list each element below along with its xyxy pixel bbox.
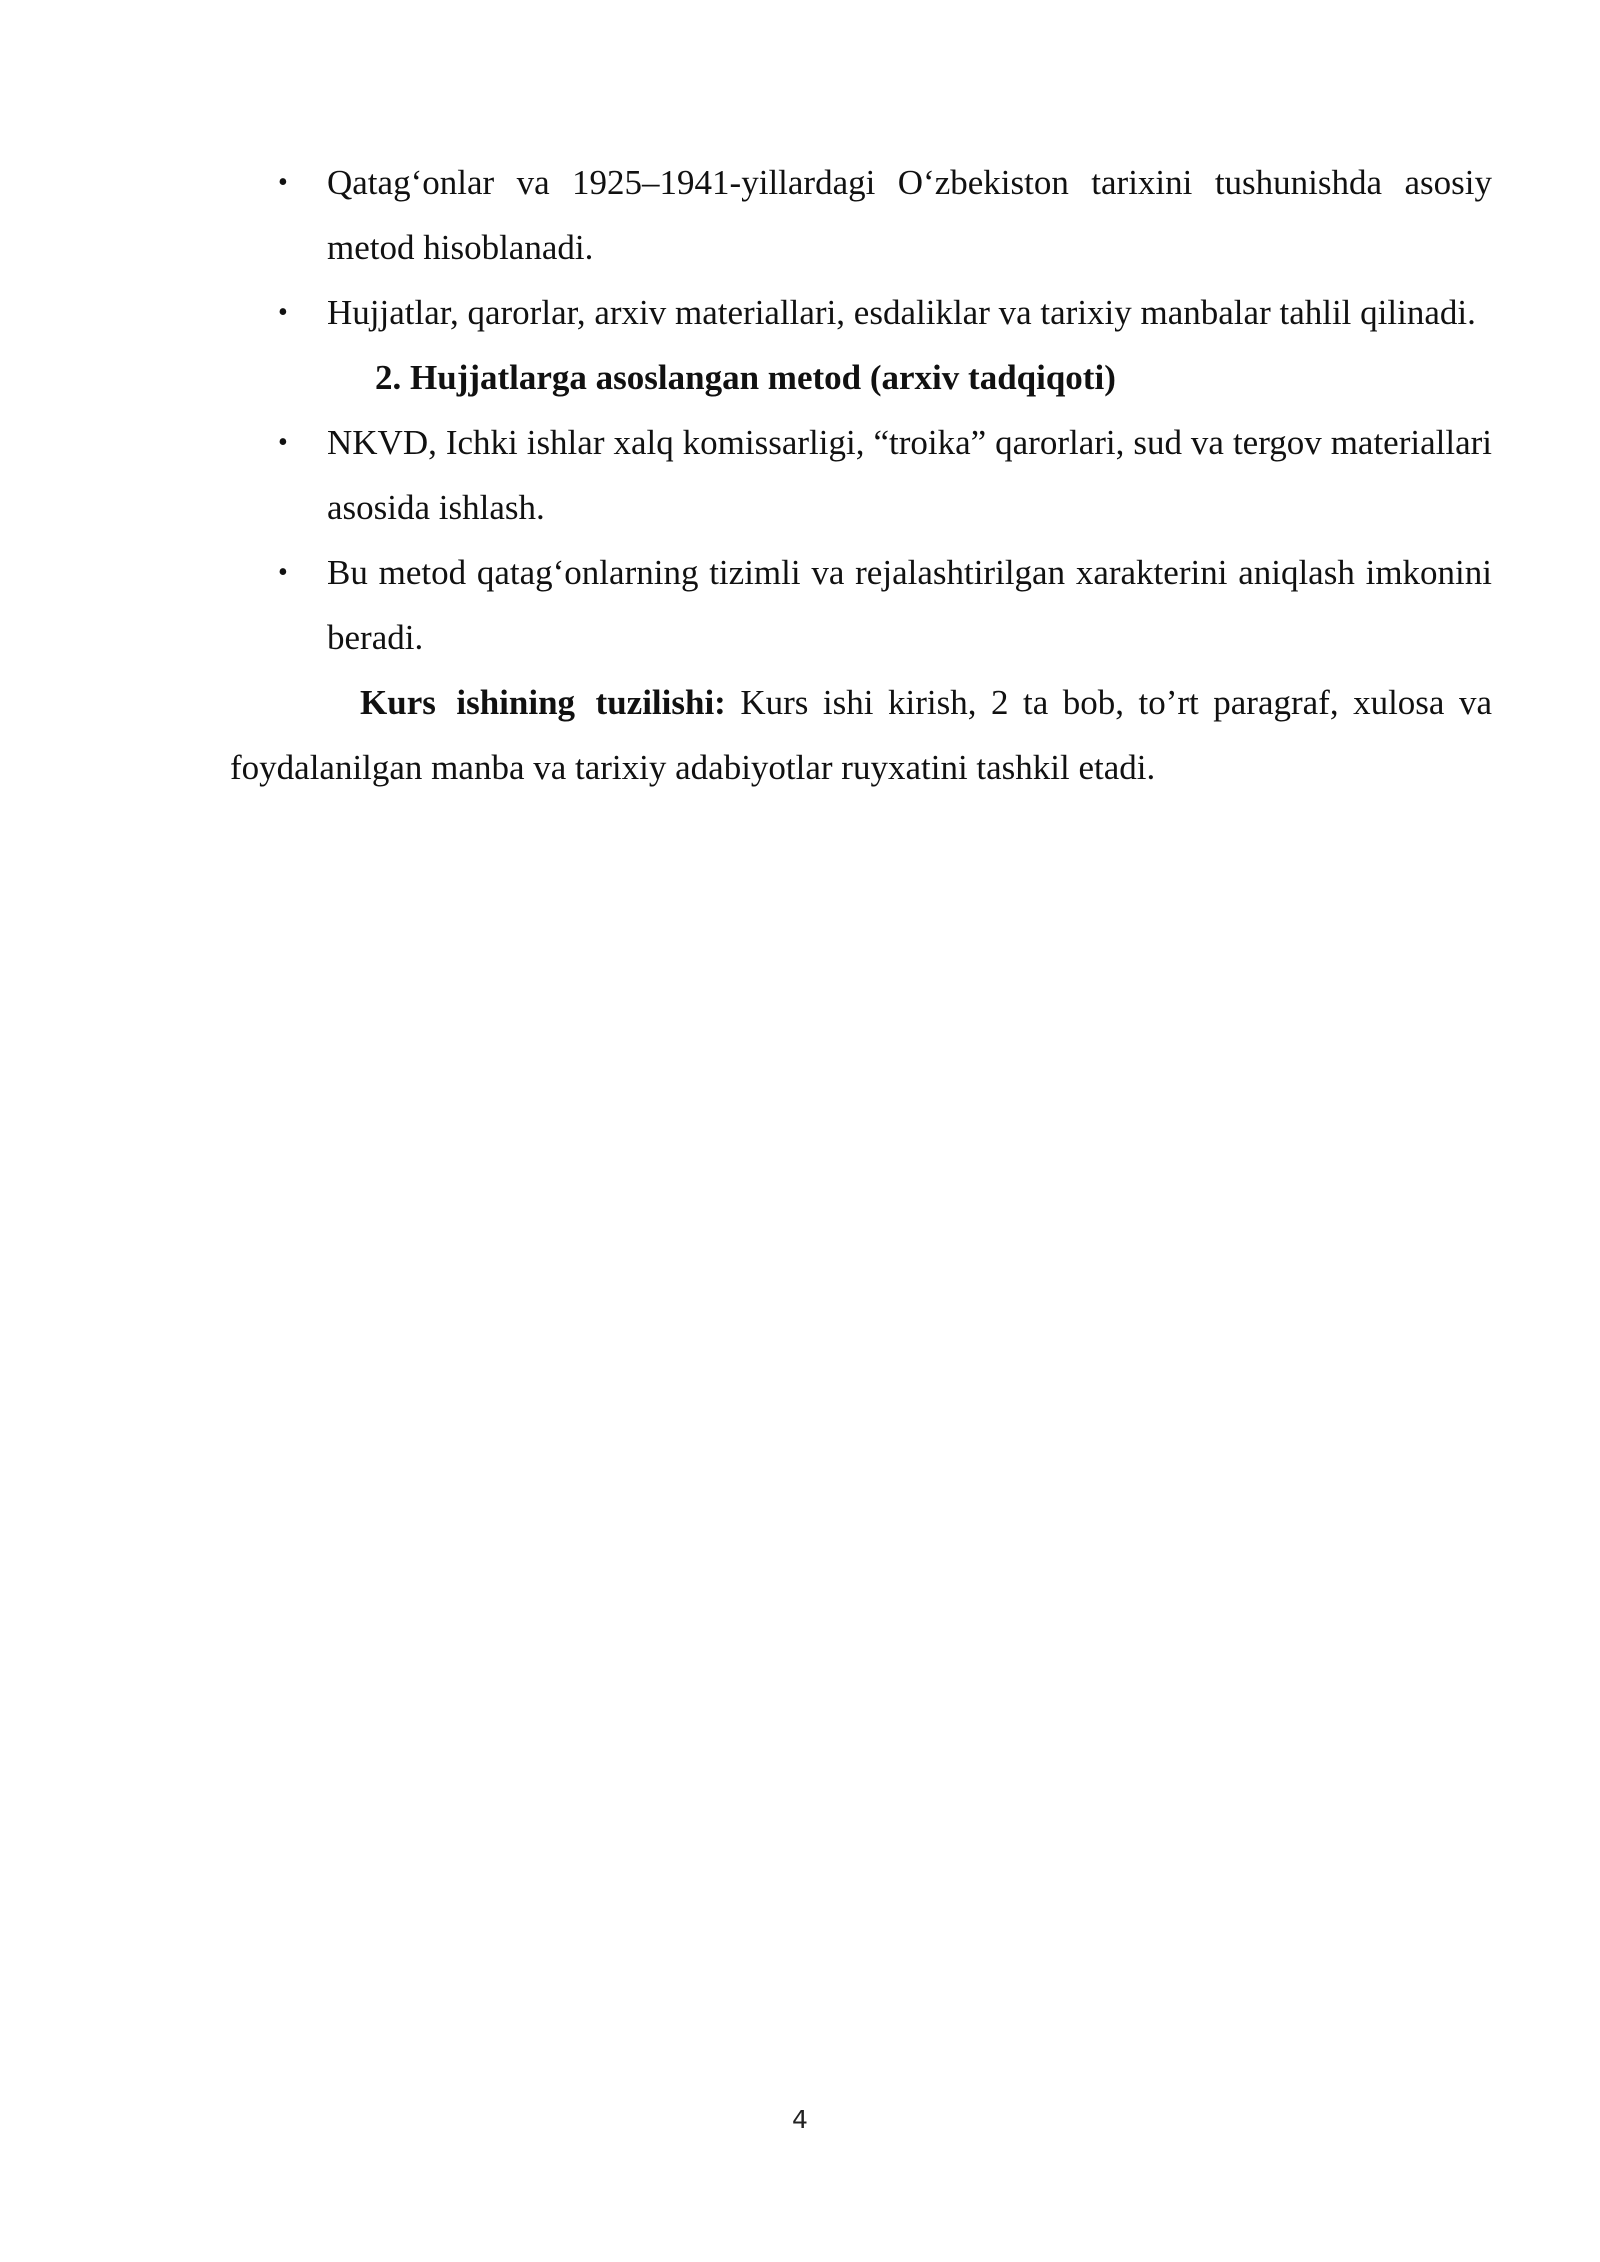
list-item: [230, 150, 1492, 280]
structure-paragraph: [230, 670, 1492, 800]
bullet-icon: •: [278, 297, 288, 328]
list-item-text: Hujjatlar, qarorlar, arxiv materiallari, esdaliklar va tarixiy manbalar tahlil qilinadi.: [327, 293, 1476, 332]
list-item-text: Qatag‘onlar va 1925–1941-yillardagi O‘zbekiston tarixini tushunishda asosiy metod hisoblanadi.: [327, 163, 1492, 267]
section-heading: 2. Hujjatlarga asoslangan metod (arxiv tadqiqoti): [375, 358, 1116, 397]
list-item-text: NKVD, Ichki ishlar xalq komissarligi, “troika” qarorlari, sud va tergov materiallari asosida ishlash.: [327, 423, 1492, 527]
structure-label: Kurs ishining tuzilishi:: [360, 683, 726, 722]
page-number: 4: [792, 2105, 808, 2134]
list-item-text: Bu metod qatag‘onlarning tizimli va rejalashtirilgan xarakterini aniqlash imkonini beradi.: [327, 553, 1492, 657]
list-item: [230, 280, 1492, 345]
page-content: [230, 150, 1492, 800]
list-item: [230, 540, 1492, 670]
bullet-icon: •: [278, 557, 288, 588]
list-item: [230, 410, 1492, 540]
bullet-icon: •: [278, 167, 288, 198]
structure-text: Kurs ishi kirish, 2 ta bob, to’rt paragraf, xulosa va foydalanilgan manba va tarixiy adabiyotlar ruyxatini tashkil etadi.: [230, 683, 1492, 787]
bullet-icon: •: [278, 427, 288, 458]
